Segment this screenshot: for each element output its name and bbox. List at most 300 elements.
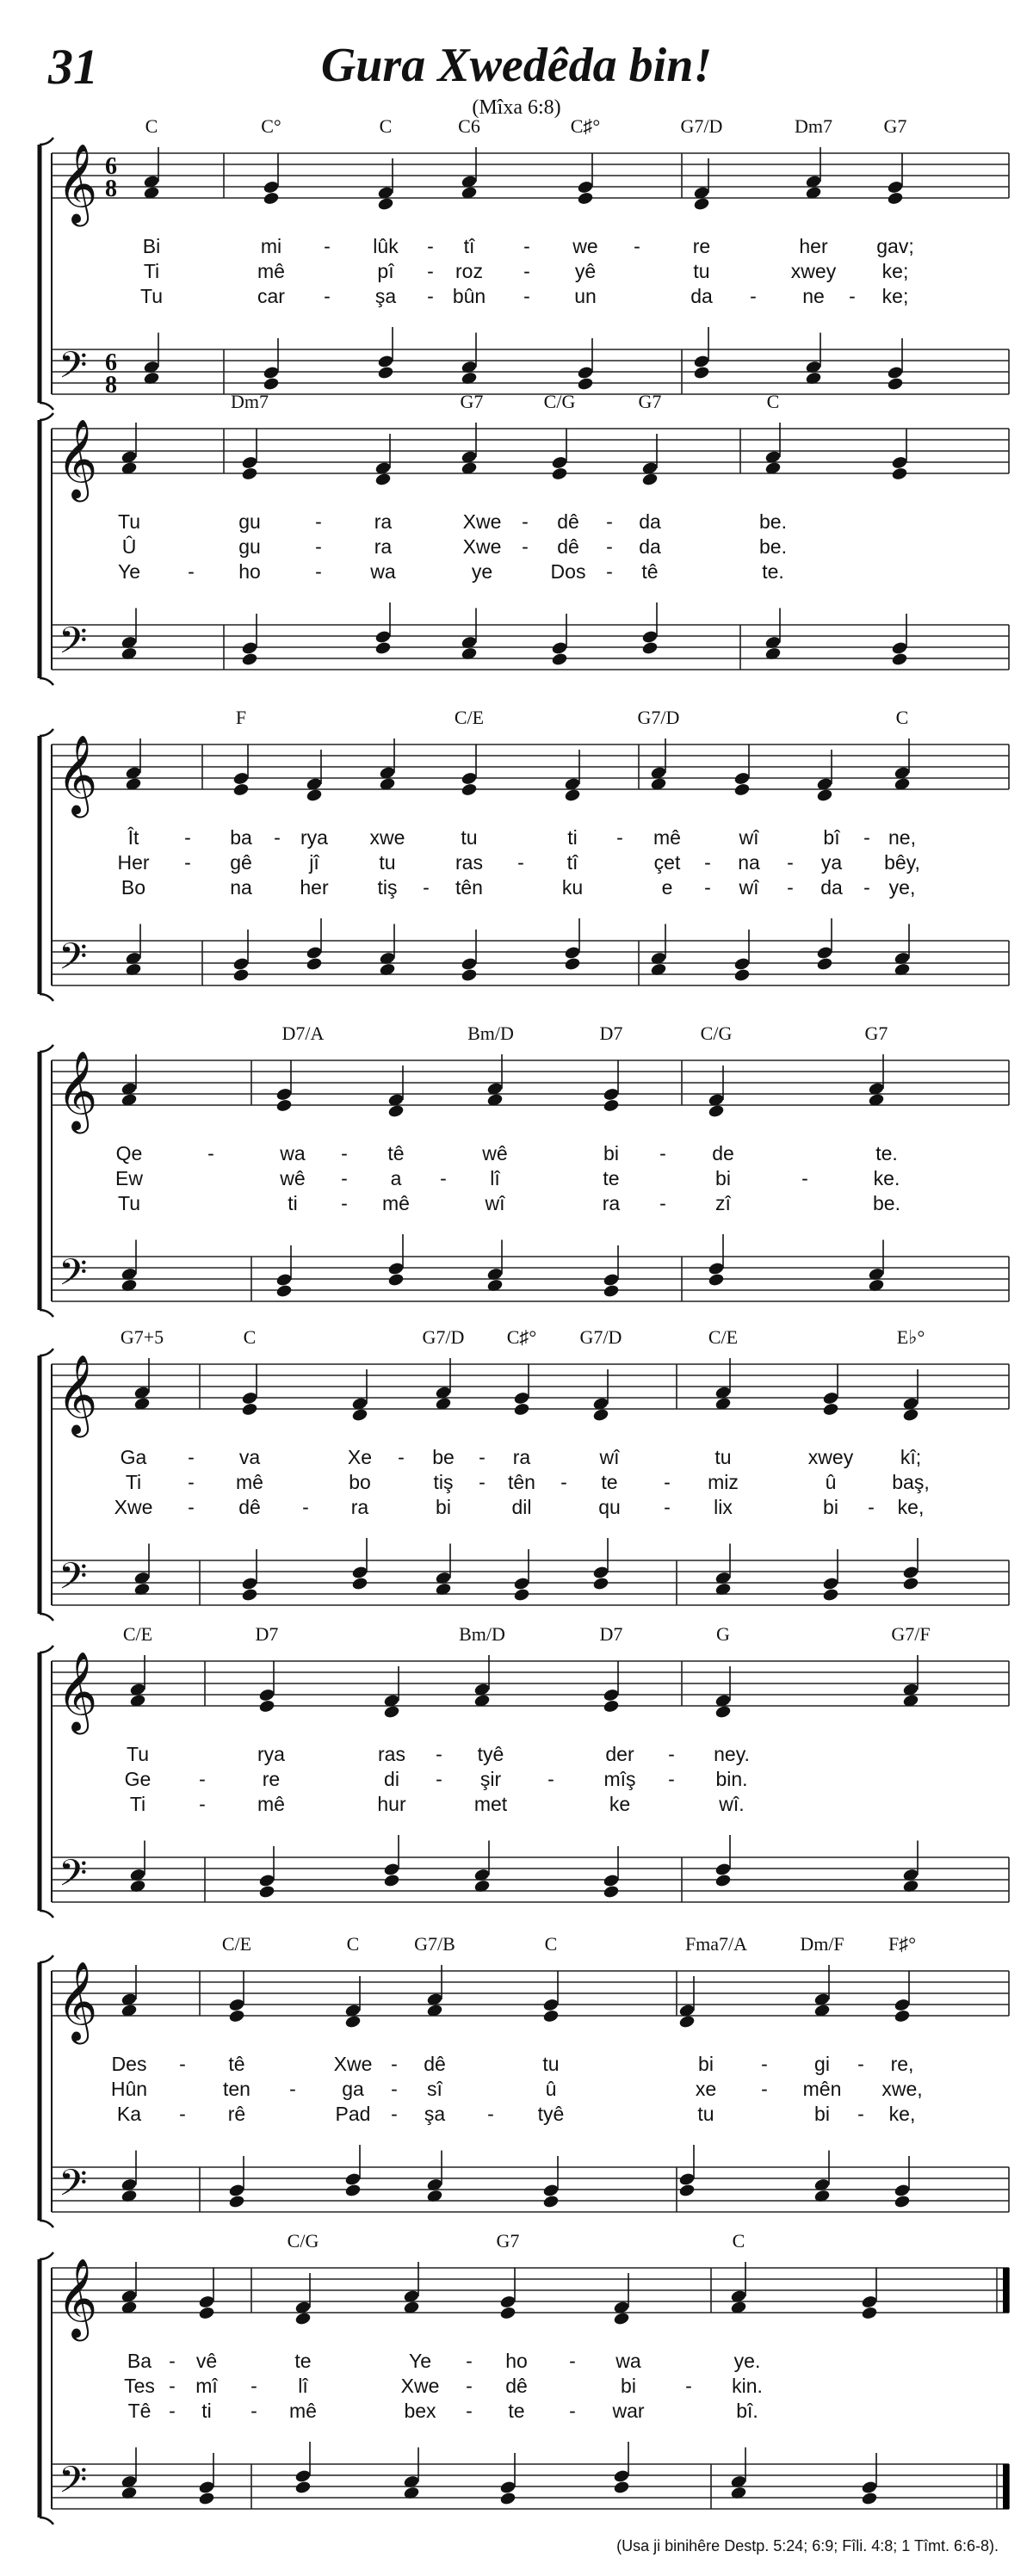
treble-notehead: [861, 2306, 878, 2320]
bass-notehead: [894, 2183, 911, 2197]
chord-symbol: C♯°: [506, 1326, 537, 1348]
lyric-syllable: ba: [230, 826, 252, 849]
bass-notehead: [891, 652, 908, 666]
lyric-hyphen: -: [616, 826, 623, 849]
treble-notehead: [377, 196, 394, 211]
lyric-hyphen: -: [863, 826, 870, 849]
lyric-syllable: qu: [598, 1496, 621, 1518]
lyric-hyphen: -: [391, 2103, 398, 2125]
treble-notehead: [258, 1688, 275, 1702]
treble-clef: 𝄞: [57, 143, 98, 223]
chord-symbol: C/G: [543, 391, 576, 412]
bass-notehead: [241, 652, 258, 666]
lyric-hyphen: -: [606, 560, 613, 583]
treble-notehead: [603, 1688, 620, 1702]
bass-notehead: [499, 2480, 516, 2494]
lyric-syllable: mi: [260, 235, 282, 257]
lyric-syllable: Xwe: [400, 2375, 440, 2397]
lyric-syllable: kin.: [732, 2375, 763, 2397]
bass-notehead: [714, 1873, 732, 1887]
lyric-syllable: lî: [490, 1167, 500, 1189]
lyric-syllable: te: [601, 1471, 618, 1493]
lyric-syllable: mî: [195, 2375, 218, 2397]
lyric-hyphen: -: [274, 826, 281, 849]
bass-notehead: [708, 1272, 725, 1287]
lyric-syllable: Ye: [408, 2350, 432, 2372]
treble-notehead: [693, 196, 710, 211]
bass-notehead: [351, 1576, 368, 1591]
lyric-hyphen: -: [522, 535, 529, 558]
bass-notehead: [228, 2183, 245, 2197]
lyric-hyphen: -: [440, 1167, 447, 1189]
bass-notehead: [822, 1576, 839, 1591]
bass-clef: 𝄢: [59, 620, 88, 671]
lyric-syllable: lî: [298, 2375, 308, 2397]
treble-notehead: [861, 2295, 878, 2309]
bass-notehead: [513, 1576, 530, 1591]
lyric-syllable: Ye: [117, 560, 141, 583]
bass-notehead: [564, 956, 581, 971]
lyric-hyphen: -: [750, 285, 757, 307]
bass-notehead: [306, 956, 323, 971]
system-bracket-hook: [40, 2517, 53, 2524]
bass-notehead: [902, 1576, 919, 1591]
final-barline: [1003, 2464, 1009, 2509]
treble-notehead: [198, 2306, 215, 2320]
lyric-hyphen: -: [857, 2053, 864, 2075]
treble-notehead: [263, 180, 280, 195]
bass-notehead: [263, 365, 280, 380]
lyric-syllable: tiş: [377, 876, 398, 899]
lyric-syllable: wî: [739, 876, 759, 899]
lyric-syllable: ne,: [888, 826, 916, 849]
lyric-syllable: tu: [714, 1446, 732, 1468]
treble-notehead: [461, 771, 478, 786]
lyric-hyphen: -: [787, 851, 794, 874]
lyric-hyphen: -: [302, 1496, 309, 1518]
lyric-hyphen: -: [466, 2375, 473, 2397]
hymn-title: Gura Xwedêda bin!: [320, 39, 713, 92]
bass-notehead: [228, 2194, 245, 2208]
lyric-syllable: e: [661, 876, 673, 899]
lyric-syllable: Xe: [347, 1446, 373, 1468]
chord-symbol: E♭°: [896, 1326, 925, 1348]
bass-notehead: [198, 2480, 215, 2494]
treble-notehead: [258, 1699, 275, 1714]
lyric-syllable: dê: [505, 2375, 528, 2397]
lyric-syllable: be.: [759, 510, 787, 533]
system-bracket-hook: [40, 2221, 53, 2227]
lyric-syllable: da: [820, 876, 843, 899]
system-bracket-hook: [40, 1045, 53, 1052]
lyric-syllable: re,: [890, 2053, 914, 2075]
lyric-syllable: Ti: [129, 1793, 146, 1815]
treble-notehead: [733, 771, 751, 786]
lyric-syllable: xwe,: [881, 2078, 923, 2100]
lyric-syllable: kî;: [900, 1446, 922, 1468]
lyric-syllable: wî: [599, 1446, 620, 1468]
lyric-syllable: jî: [309, 851, 319, 874]
lyric-syllable: tî: [463, 235, 475, 257]
final-barline: [1003, 2268, 1009, 2313]
chord-symbol: C: [544, 1933, 558, 1955]
lyric-syllable: ke,: [888, 2103, 916, 2125]
bass-notehead: [542, 2194, 560, 2208]
bass-notehead: [603, 1884, 620, 1899]
bass-notehead: [344, 2183, 362, 2197]
bass-notehead: [613, 2468, 630, 2483]
lyric-hyphen: -: [523, 285, 530, 307]
lyric-syllable: Bo: [121, 876, 146, 899]
treble-notehead: [822, 1391, 839, 1405]
lyric-hyphen: -: [188, 1471, 195, 1493]
lyric-syllable: miz: [708, 1471, 739, 1493]
treble-notehead: [383, 1704, 400, 1719]
lyric-hyphen: -: [179, 2053, 186, 2075]
lyric-hyphen: -: [466, 2350, 473, 2372]
bass-notehead: [461, 967, 478, 982]
chord-symbol: G7/D: [680, 115, 723, 137]
treble-notehead: [228, 2009, 245, 2023]
lyric-syllable: Ga: [120, 1446, 147, 1468]
lyric-syllable: de: [712, 1142, 734, 1164]
bass-notehead: [241, 1576, 258, 1591]
lyric-hyphen: -: [659, 1192, 666, 1214]
chord-symbol: G7/D: [422, 1326, 465, 1348]
lyric-syllable: ra: [374, 535, 393, 558]
lyric-syllable: Ge: [124, 1768, 152, 1790]
chord-symbol: C/E: [454, 707, 485, 728]
chord-symbol: F♯°: [888, 1933, 917, 1955]
lyric-syllable: hur: [377, 1793, 406, 1815]
lyric-hyphen: -: [517, 851, 524, 874]
lyric-hyphen: -: [341, 1142, 348, 1164]
lyric-syllable: tê: [641, 560, 659, 583]
treble-notehead: [241, 1391, 258, 1405]
lyric-hyphen: -: [436, 1768, 442, 1790]
chord-symbol: C/G: [287, 2230, 319, 2252]
lyric-syllable: ras: [455, 851, 483, 874]
bass-notehead: [693, 354, 710, 368]
lyric-hyphen: -: [315, 510, 322, 533]
bass-notehead: [592, 1565, 609, 1579]
lyric-syllable: na: [738, 851, 760, 874]
chord-symbol: D7: [599, 1623, 623, 1645]
lyric-syllable: ney.: [714, 1743, 750, 1765]
lyric-syllable: bo: [349, 1471, 371, 1493]
bass-notehead: [387, 1261, 405, 1276]
lyric-syllable: der: [605, 1743, 634, 1765]
lyric-syllable: re: [262, 1768, 281, 1790]
lyric-syllable: wî: [739, 826, 759, 849]
lyric-syllable: bi: [814, 2103, 830, 2125]
bass-notehead: [232, 956, 250, 971]
bass-notehead: [344, 2171, 362, 2186]
bass-notehead: [693, 365, 710, 380]
chord-symbol: G7/D: [637, 707, 680, 728]
lyric-syllable: gê: [230, 851, 252, 874]
lyric-syllable: ke.: [873, 1167, 900, 1189]
lyric-syllable: Her: [117, 851, 150, 874]
bass-notehead: [275, 1283, 293, 1298]
treble-notehead: [678, 2014, 696, 2029]
chord-symbol: G7/F: [891, 1623, 931, 1645]
lyric-syllable: Ti: [125, 1471, 142, 1493]
bass-notehead: [733, 967, 751, 982]
bass-notehead: [263, 376, 280, 391]
lyric-syllable: ti: [201, 2400, 212, 2422]
lyric-syllable: tiş: [433, 1471, 454, 1493]
lyric-syllable: un: [574, 285, 597, 307]
lyric-syllable: Xwe: [462, 510, 502, 533]
system-bracket-hook: [40, 1349, 53, 1356]
bass-notehead: [592, 1576, 609, 1591]
bass-notehead: [374, 629, 392, 644]
treble-notehead: [499, 2306, 516, 2320]
treble-notehead: [263, 191, 280, 206]
lyric-syllable: lûk: [373, 235, 399, 257]
lyric-syllable: bi: [715, 1167, 731, 1189]
bass-notehead: [887, 365, 904, 380]
treble-notehead: [564, 788, 581, 802]
treble-notehead: [499, 2295, 516, 2309]
lyric-syllable: Ka: [116, 2103, 142, 2125]
system-bracket-hook: [40, 138, 53, 145]
system-bracket-hook: [40, 403, 53, 410]
treble-notehead: [613, 2311, 630, 2326]
bass-notehead: [822, 1587, 839, 1602]
treble-notehead: [603, 1087, 620, 1102]
lyric-syllable: da: [690, 285, 713, 307]
treble-notehead: [894, 2009, 911, 2023]
chord-symbol: C: [379, 115, 393, 137]
chord-symbol: C/E: [221, 1933, 252, 1955]
bass-notehead: [198, 2491, 215, 2505]
lyric-syllable: dê: [424, 2053, 446, 2075]
lyric-syllable: va: [238, 1446, 261, 1468]
bass-notehead: [603, 1272, 620, 1287]
lyric-syllable: be.: [759, 535, 787, 558]
lyric-syllable: rya: [257, 1743, 285, 1765]
bass-notehead: [733, 956, 751, 971]
bass-notehead: [275, 1272, 293, 1287]
lyric-syllable: Ba: [127, 2350, 152, 2372]
lyric-hyphen: -: [289, 2078, 296, 2100]
bass-notehead: [461, 956, 478, 971]
footer-references: (Usa ji binihêre Destp. 5:24; 6:9; Fîli. 4:8; 1 Tîmt. 6:6-8).: [616, 2537, 999, 2554]
lyric-syllable: bî.: [736, 2400, 758, 2422]
lyric-syllable: baş,: [892, 1471, 930, 1493]
lyric-syllable: pî: [377, 260, 394, 282]
lyric-hyphen: -: [569, 2350, 576, 2372]
lyric-syllable: bi: [621, 2375, 636, 2397]
treble-notehead: [232, 771, 250, 786]
lyric-syllable: tu: [379, 851, 396, 874]
lyric-syllable: wa: [615, 2350, 641, 2372]
lyric-syllable: rê: [227, 2103, 246, 2125]
lyric-syllable: xwe: [369, 826, 405, 849]
lyric-hyphen: -: [868, 1496, 875, 1518]
bass-clef: 𝄢: [59, 2459, 88, 2511]
lyric-syllable: mê: [236, 1471, 263, 1493]
treble-notehead: [891, 466, 908, 481]
lyric-syllable: wê: [482, 1142, 508, 1164]
system-bracket-hook: [40, 413, 53, 420]
bass-notehead: [351, 1565, 368, 1579]
lyric-syllable: tu: [697, 2103, 714, 2125]
bass-notehead: [816, 945, 833, 960]
lyric-hyphen: -: [863, 876, 870, 899]
chord-symbol: Dm7: [231, 391, 269, 412]
lyric-syllable: wa: [280, 1142, 306, 1164]
chord-symbol: G7/D: [579, 1326, 622, 1348]
treble-notehead: [894, 1998, 911, 2012]
lyric-syllable: Xwe: [462, 535, 502, 558]
treble-notehead: [551, 466, 568, 481]
chord-symbol: C6: [458, 115, 480, 137]
lyric-hyphen: -: [391, 2053, 398, 2075]
chord-symbol: Fma7/A: [684, 1933, 748, 1955]
lyric-hyphen: -: [169, 2375, 176, 2397]
chord-symbol: C: [145, 115, 158, 137]
time-signature-top: 6: [105, 153, 117, 180]
bass-notehead: [499, 2491, 516, 2505]
treble-clef: 𝄞: [57, 734, 98, 814]
lyric-hyphen: -: [668, 1743, 675, 1765]
lyric-syllable: tu: [542, 2053, 560, 2075]
lyric-syllable: ten: [223, 2078, 251, 2100]
lyric-syllable: yê: [574, 260, 597, 282]
system-bracket-hook: [40, 729, 53, 736]
lyric-hyphen: -: [341, 1192, 348, 1214]
lyric-syllable: mîş: [603, 1768, 636, 1790]
lyric-hyphen: -: [188, 1496, 195, 1518]
lyric-hyphen: -: [761, 2078, 768, 2100]
treble-clef: 𝄞: [57, 1961, 98, 2041]
lyric-hyphen: -: [188, 1446, 195, 1468]
lyric-syllable: ye: [471, 560, 493, 583]
bass-notehead: [306, 945, 323, 960]
lyric-syllable: ya: [820, 851, 843, 874]
lyric-syllable: ne: [802, 285, 825, 307]
chord-symbol: C°: [261, 115, 281, 137]
lyric-hyphen: -: [251, 2375, 257, 2397]
lyric-syllable: ke: [609, 1793, 631, 1815]
lyric-hyphen: -: [685, 2375, 692, 2397]
lyric-syllable: tên: [455, 876, 483, 899]
lyric-hyphen: -: [659, 1142, 666, 1164]
bass-notehead: [551, 640, 568, 655]
lyric-syllable: dê: [557, 510, 579, 533]
lyric-syllable: Bi: [142, 235, 161, 257]
lyric-syllable: ras: [378, 1743, 405, 1765]
treble-notehead: [708, 1103, 725, 1118]
lyric-syllable: ti: [288, 1192, 298, 1214]
treble-notehead: [714, 1704, 732, 1719]
lyric-syllable: Ti: [143, 260, 160, 282]
treble-notehead: [228, 1998, 245, 2012]
lyric-syllable: gav;: [876, 235, 914, 257]
lyric-syllable: zî: [715, 1192, 731, 1214]
lyric-hyphen: -: [487, 2103, 494, 2125]
chord-symbol: D7: [599, 1022, 623, 1044]
lyric-syllable: Tu: [127, 1743, 149, 1765]
chord-symbol: Bm/D: [467, 1022, 514, 1044]
lyric-syllable: mê: [289, 2400, 317, 2422]
lyric-hyphen: -: [704, 876, 711, 899]
treble-clef: 𝄞: [57, 1354, 98, 1434]
lyric-syllable: di: [384, 1768, 399, 1790]
lyric-syllable: a: [390, 1167, 402, 1189]
lyric-syllable: war: [612, 2400, 645, 2422]
lyric-syllable: te: [508, 2400, 525, 2422]
lyric-syllable: ku: [561, 876, 584, 899]
treble-notehead: [294, 2311, 312, 2326]
treble-notehead: [592, 1407, 609, 1422]
bass-notehead: [887, 376, 904, 391]
lyric-syllable: her: [799, 235, 828, 257]
lyric-syllable: re: [692, 235, 711, 257]
lyric-hyphen: -: [664, 1471, 671, 1493]
lyric-syllable: ke;: [881, 260, 909, 282]
bass-notehead: [641, 629, 659, 644]
lyric-hyphen: -: [849, 285, 856, 307]
treble-notehead: [603, 1098, 620, 1113]
chord-symbol: C♯°: [570, 115, 601, 137]
lyric-syllable: wa: [370, 560, 396, 583]
bass-notehead: [513, 1587, 530, 1602]
bass-notehead: [816, 956, 833, 971]
system-bracket-hook: [40, 678, 53, 685]
chord-symbol: C/E: [708, 1326, 739, 1348]
lyric-hyphen: -: [179, 2103, 186, 2125]
bass-notehead: [374, 640, 392, 655]
lyric-hyphen: -: [606, 510, 613, 533]
chord-symbol: C: [346, 1933, 360, 1955]
lyric-hyphen: -: [479, 1471, 486, 1493]
lyric-syllable: û: [545, 2078, 557, 2100]
lyric-syllable: ho: [238, 560, 261, 583]
chord-symbol: G: [716, 1623, 730, 1645]
bass-notehead: [258, 1884, 275, 1899]
treble-notehead: [241, 455, 258, 470]
treble-notehead: [887, 191, 904, 206]
lyric-hyphen: -: [569, 2400, 576, 2422]
lyric-syllable: xwey: [790, 260, 837, 282]
lyric-syllable: te: [603, 1167, 620, 1189]
lyric-hyphen: -: [341, 1167, 348, 1189]
chord-symbol: C: [895, 707, 909, 728]
bass-clef: 𝄢: [59, 936, 88, 987]
lyric-syllable: Des: [111, 2053, 147, 2075]
lyric-syllable: mê: [382, 1192, 410, 1214]
time-signature-bottom: 8: [105, 372, 117, 398]
treble-clef: 𝄞: [57, 2258, 98, 2338]
lyric-hyphen: -: [523, 235, 530, 257]
treble-notehead: [542, 2009, 560, 2023]
lyric-syllable: gu: [238, 535, 261, 558]
lyric-syllable: da: [639, 510, 661, 533]
lyric-hyphen: -: [169, 2400, 176, 2422]
treble-notehead: [461, 782, 478, 797]
lyric-hyphen: -: [324, 235, 331, 257]
lyric-syllable: Ew: [115, 1167, 143, 1189]
chord-symbol: D7/A: [281, 1022, 325, 1044]
lyric-syllable: her: [300, 876, 329, 899]
lyric-syllable: ke,: [897, 1496, 925, 1518]
lyric-syllable: lix: [714, 1496, 733, 1518]
lyric-syllable: ye,: [888, 876, 916, 899]
